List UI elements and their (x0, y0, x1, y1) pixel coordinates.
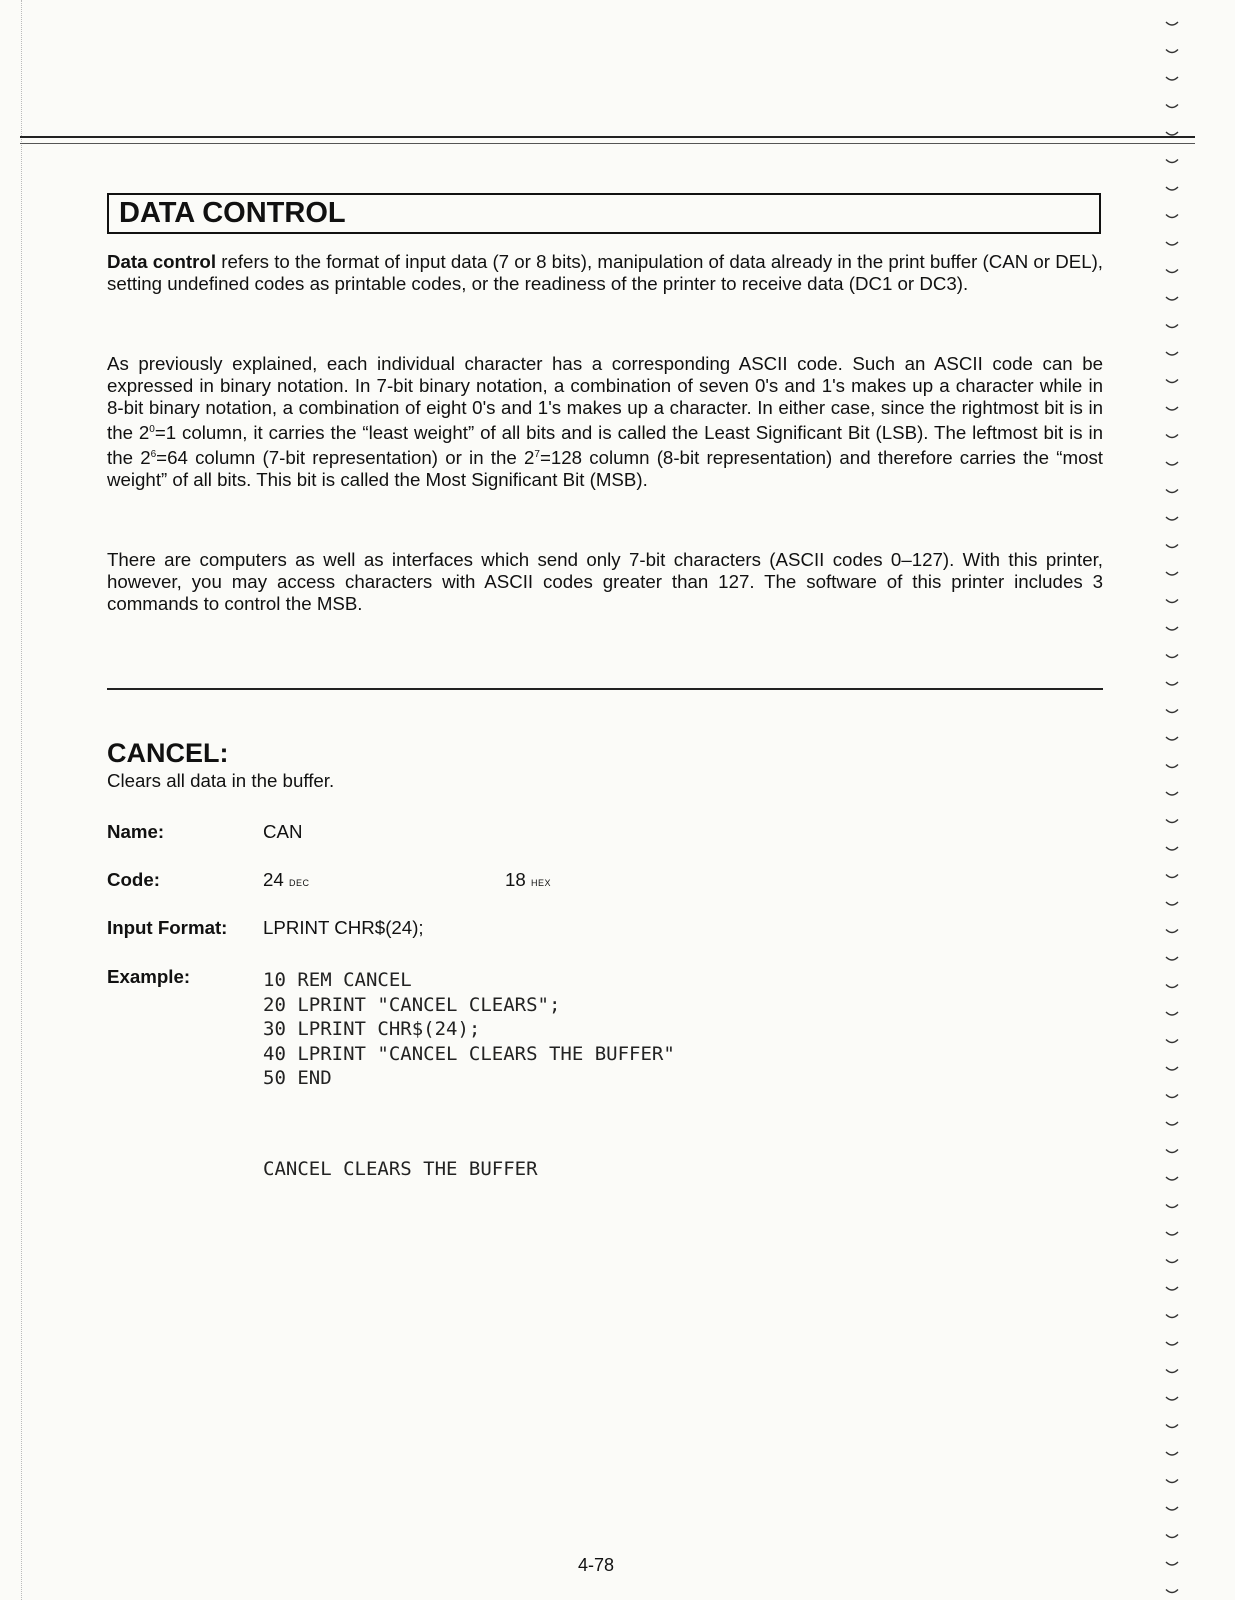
binder-mark (1166, 1562, 1178, 1565)
binder-mark (1166, 132, 1178, 135)
binder-mark (1166, 517, 1178, 520)
command-description: Clears all data in the buffer. (107, 770, 335, 791)
binder-mark (1166, 1095, 1178, 1098)
binder-mark (1166, 655, 1178, 658)
binder-mark (1166, 242, 1178, 245)
input-format-value: LPRINT CHR$(24); (263, 917, 424, 938)
binder-mark (1166, 765, 1178, 768)
page-left-edge (21, 0, 22, 1600)
section-divider (107, 688, 1103, 690)
binder-mark (1166, 462, 1178, 465)
code-hex-number: 18 (505, 869, 526, 890)
binder-mark (1166, 792, 1178, 795)
ascii-text-d: =128 column (8-bit representation) and therefore carries the “most weight” of all bits. This bit is called the Most Significant Bit (MSB). (107, 447, 1103, 491)
code-label: Code: (107, 869, 160, 890)
dec-unit: DEC (289, 878, 310, 888)
binder-mark (1166, 1342, 1178, 1345)
binder-hole-marks (1160, 0, 1190, 1600)
binder-mark (1166, 1370, 1178, 1373)
binder-mark (1166, 270, 1178, 273)
binder-mark (1166, 1507, 1178, 1510)
binder-mark (1166, 1122, 1178, 1125)
binder-mark (1166, 1535, 1178, 1538)
binder-mark (1166, 187, 1178, 190)
ascii-text-c: =64 column (7-bit representation) or in the 2 (156, 447, 535, 469)
name-label: Name: (107, 821, 165, 842)
page-number: 4-78 (578, 1555, 615, 1575)
header-rule-secondary (20, 143, 1195, 144)
input-format-label: Input Format: (107, 917, 228, 938)
binder-mark (1166, 985, 1178, 988)
binder-mark (1166, 22, 1178, 25)
binder-mark (1166, 1232, 1178, 1235)
binder-mark (1166, 1452, 1178, 1455)
binder-mark (1166, 627, 1178, 630)
code-line: 40 LPRINT "CANCEL CLEARS THE BUFFER" (263, 1042, 675, 1065)
intro-paragraph (107, 251, 1103, 295)
binder-mark (1166, 1287, 1178, 1290)
code-dec-value (263, 869, 310, 891)
binder-mark (1166, 50, 1178, 53)
code-hex-value (505, 869, 551, 891)
binder-mark (1166, 1150, 1178, 1153)
binder-mark (1166, 682, 1178, 685)
binder-mark (1166, 1040, 1178, 1043)
binder-mark (1166, 215, 1178, 218)
binder-mark (1166, 545, 1178, 548)
binder-mark (1166, 930, 1178, 933)
binder-mark (1166, 820, 1178, 823)
name-value: CAN (263, 821, 303, 842)
binder-mark (1166, 490, 1178, 493)
msb-paragraph: There are computers as well as interfaces which send only 7-bit characters (ASCII codes 0–127). With this printer, however, you may access characters with ASCII codes greater than 127. The software of this printer includes 3 commands to control the MSB. (107, 549, 1103, 614)
binder-mark (1166, 1177, 1178, 1180)
binder-mark (1166, 710, 1178, 713)
binder-mark (1166, 407, 1178, 410)
header-rule (20, 136, 1195, 138)
binder-mark (1166, 297, 1178, 300)
binder-mark (1166, 1480, 1178, 1483)
binder-mark (1166, 77, 1178, 80)
binder-mark (1166, 380, 1178, 383)
exponent-7: 7 (534, 449, 540, 461)
binder-mark (1166, 435, 1178, 438)
binder-mark (1166, 1012, 1178, 1015)
binder-mark (1166, 1067, 1178, 1070)
section-title: DATA CONTROL (107, 193, 1101, 234)
binder-mark (1166, 1260, 1178, 1263)
hex-unit: HEX (531, 878, 552, 888)
binder-mark (1166, 600, 1178, 603)
binder-mark (1166, 957, 1178, 960)
code-line: 10 REM CANCEL (263, 969, 412, 991)
code-dec-number: 24 (263, 869, 284, 890)
code-line: 30 LPRINT CHR$(24); (263, 1018, 481, 1040)
binder-mark (1166, 105, 1178, 108)
binder-mark (1166, 1397, 1178, 1400)
binder-mark (1166, 1205, 1178, 1208)
command-title: CANCEL: (107, 738, 229, 768)
intro-bold-term: Data control (107, 251, 217, 272)
binder-mark (1166, 325, 1178, 328)
exponent-0: 0 (149, 424, 155, 435)
binder-mark (1166, 1315, 1178, 1318)
binder-mark (1166, 1590, 1178, 1593)
binder-mark (1166, 1425, 1178, 1428)
example-output: CANCEL CLEARS THE BUFFER (263, 1158, 538, 1180)
code-line: 50 END (263, 1067, 332, 1089)
binder-mark (1166, 875, 1178, 878)
example-code (263, 968, 675, 1091)
binder-mark (1166, 160, 1178, 163)
intro-text: refers to the format of input data (7 or 8 bits), manipulation of data already in the print buffer (CAN or DEL), setting undefined codes as printable codes, or the readiness of the printer to receive data (DC1 or DC3). (107, 251, 1104, 294)
binder-mark (1166, 902, 1178, 905)
binder-mark (1166, 737, 1178, 740)
ascii-paragraph (107, 353, 1103, 491)
code-line: 20 LPRINT "CANCEL CLEARS"; (263, 993, 561, 1016)
binder-mark (1166, 847, 1178, 850)
ascii-text-b: =1 column, it carries the “least weight” of all bits and is called the Least Significant Bit (LSB). The leftmost bit is in the 2 (107, 422, 1103, 469)
binder-mark (1166, 572, 1178, 575)
exponent-6: 6 (150, 449, 157, 461)
ascii-text-a: As previously explained, each individual character has a corresponding ASCII code. Such an ASCII code can be expressed in binary notation. In 7-bit binary notation, a combination of seven 0's and 1's makes up a character while in 8-bit binary notation, a combination of eight 0's and 1's makes up a character. In either case, since the rightmost bit is in the 2 (107, 353, 1103, 444)
binder-mark (1166, 352, 1178, 355)
example-label: Example: (107, 966, 191, 987)
